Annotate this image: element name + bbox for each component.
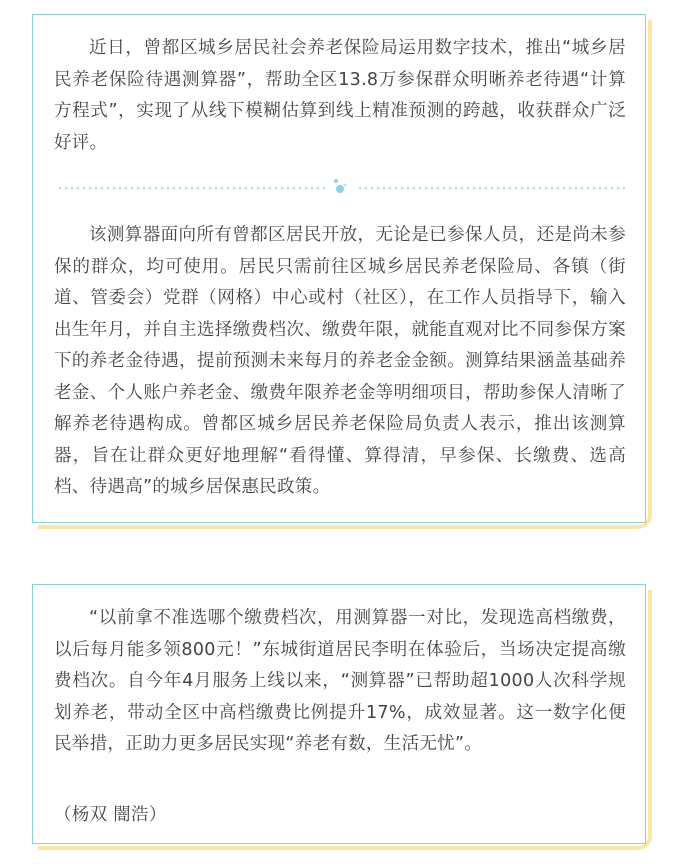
intro-paragraph: 近日，曾都区城乡居民社会养老保险局运用数字技术，推出“城乡居民养老保险待遇测算器”，帮助全区13.8万参保群众明晰养老待遇“计算方程式”，实现了从线下模糊估算到线上精准预测的跨越，收获群众广泛好评。: [54, 38, 626, 153]
article-card-2: [32, 584, 646, 844]
bubble-ornament-icon: [331, 177, 349, 197]
body-paragraph: 该测算器面向所有曾都区居民开放，无论是已参保人员，还是尚未参保的群众，均可使用。居民只需前往区城乡居民养老保险局、各镇（街道、管委会）党群（网格）中心或村（社区），在工作人员指导下，输入出生年月，并自主选择缴费档次、缴费年限，就能直观对比不同参保方案下的养老金待遇，提前预测未来每月的养老金金额。测算结果涵盖基础养老金、个人账户养老金、缴费年限养老金等明细项目，帮助参保人清晰了解养老待遇构成。曾都区城乡居民养老保险局负责人表示，推出该测算器，旨在让群众更好地理解“看得懂、算得清，早参保、长缴费、选高档、待遇高”的城乡居保惠民政策。: [54, 225, 626, 497]
dotted-divider: [57, 183, 625, 193]
divider-dots-left: [57, 187, 325, 189]
quote-paragraph: “以前拿不准选哪个缴费档次，用测算器一对比，发现选高档缴费，以后每月能多领800元！”东城街道居民李明在体验后，当场决定提高缴费档次。自今年4月服务上线以来，“测算器”已帮助超1000人次科学规划养老，带动全区中高档缴费比例提升17%，成效显著。这一数字化便民举措，正助力更多居民实现“养老有数，生活无忧”。: [54, 608, 626, 754]
article-card-1: [32, 14, 646, 523]
author-byline: （杨双 闇浩）: [54, 805, 167, 825]
divider-dots-right: [357, 187, 625, 189]
